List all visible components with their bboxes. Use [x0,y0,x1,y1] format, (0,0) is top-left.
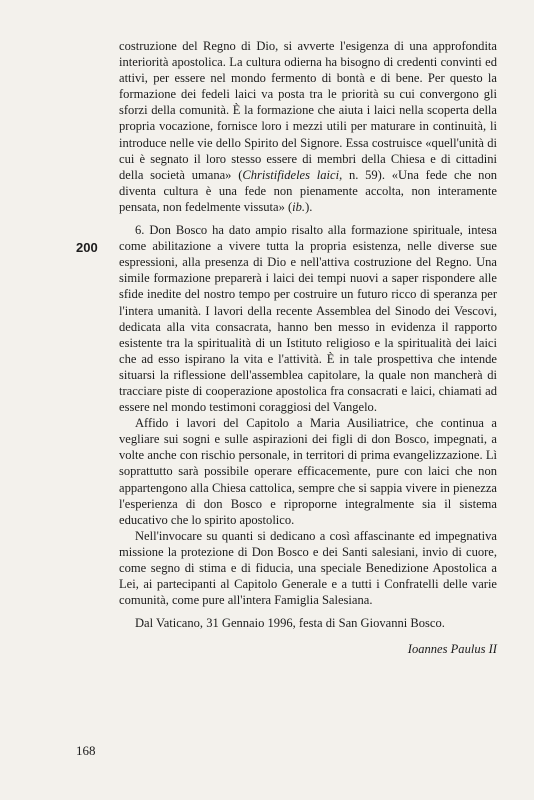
closing-date: Dal Vaticano, 31 Gennaio 1996, festa di San Giovanni Bosco. [135,616,445,630]
intro-mid-text: , n. 59). «Una fede che non diventa cultura è una fede non pienamente accolta, non interamente pensata, non fedelmente vissuta» ( [119,167,497,214]
page-number: 168 [76,743,96,758]
paragraph-6: 6. Don Bosco ha dato ampio risalto alla formazione spirituale, intesa come abilitazione a vivere tutta la propria esistenza, nelle diverse sue espressioni, alla presenza di Dio e nell'attiva costruzione del Regno. Una simile formazione preparerà i laici dei tempi nuovi a saper rispondere alle sfide inedite del nostro tempo per costruire un futuro ricco di speranza per l'intera umanità. I lavori della recente Assemblea del Sinodo dei Vescovi, dedicata alla vita consacrata, hanno ben messo in evidenza il rapporto esistente tra la spiritualità di un Istituto religioso e la spiritualità dei laici che ad esso ispirano la vita e l'attività. È in tale prospettiva che intende situarsi la riflessione dell'assemblea capitolare, la quale non mancherà di tracciare piste di cooperazione apostolica fra consacrati e laici, chiamati ad essere nel mondo testimoni coraggiosi del Vangelo. [119,223,497,415]
margin-number: 200 [76,240,98,255]
paragraph-7: Affido i lavori del Capitolo a Maria Ausiliatrice, che continua a vegliare sui sogni e sulle aspirazioni dei figli di don Bosco, impegnati, a volte anche con rischio personale, in territori di prima evangelizzazione. Lì soprattutto sarà possibile operare efficacemente, pure con laici che non appartengono alla Chiesa cattolica, sempre che si sappia vivere in pienezza l'esperienza di don Bosco e riproporne integralmente sia il sistema educativo che lo spirito apostolico. [119,416,497,527]
intro-text: costruzione del Regno di Dio, si avverte l'esigenza di una approfondita interiorità apostolica. La cultura odierna ha bisogno di credenti convinti ed attivi, per essere nel mondo fermento di bontà e di bene. Per questo la formazione dei fedeli laici va posta tra le priorità su cui convergono gli sforzi della comunità. È la formazione che aiuta i laici nella scoperta della propria vocazione, fornisce loro i mezzi utili per maturare in continuità, li introduce nelle vie dello Spirito del Signore. Essa costruisce «quell'unità di cui è segnato il loro stesso essere di membri della Chiesa e di cittadini della società umana» ( [119,39,497,182]
intro-paragraph [119,38,497,215]
citation-ib: ib. [292,199,306,214]
citation-christifideles: Christifideles laici [242,167,340,182]
paragraph-8: Nell'invocare su quanti si dedicano a così affascinante ed impegnativa missione la protezione di Don Bosco e dei Santi salesiani, invio di cuore, come segno di stima e di fiducia, una speciale Benedizione Apostolica a Lei, ai partecipanti al Capitolo Generale e a tutti i Confratelli delle varie comunità, come pure all'intera Famiglia Salesiana. [119,528,497,608]
signature: Ioannes Paulus II [407,642,497,656]
intro-end-text: ). [305,199,313,214]
body-text [119,38,497,608]
